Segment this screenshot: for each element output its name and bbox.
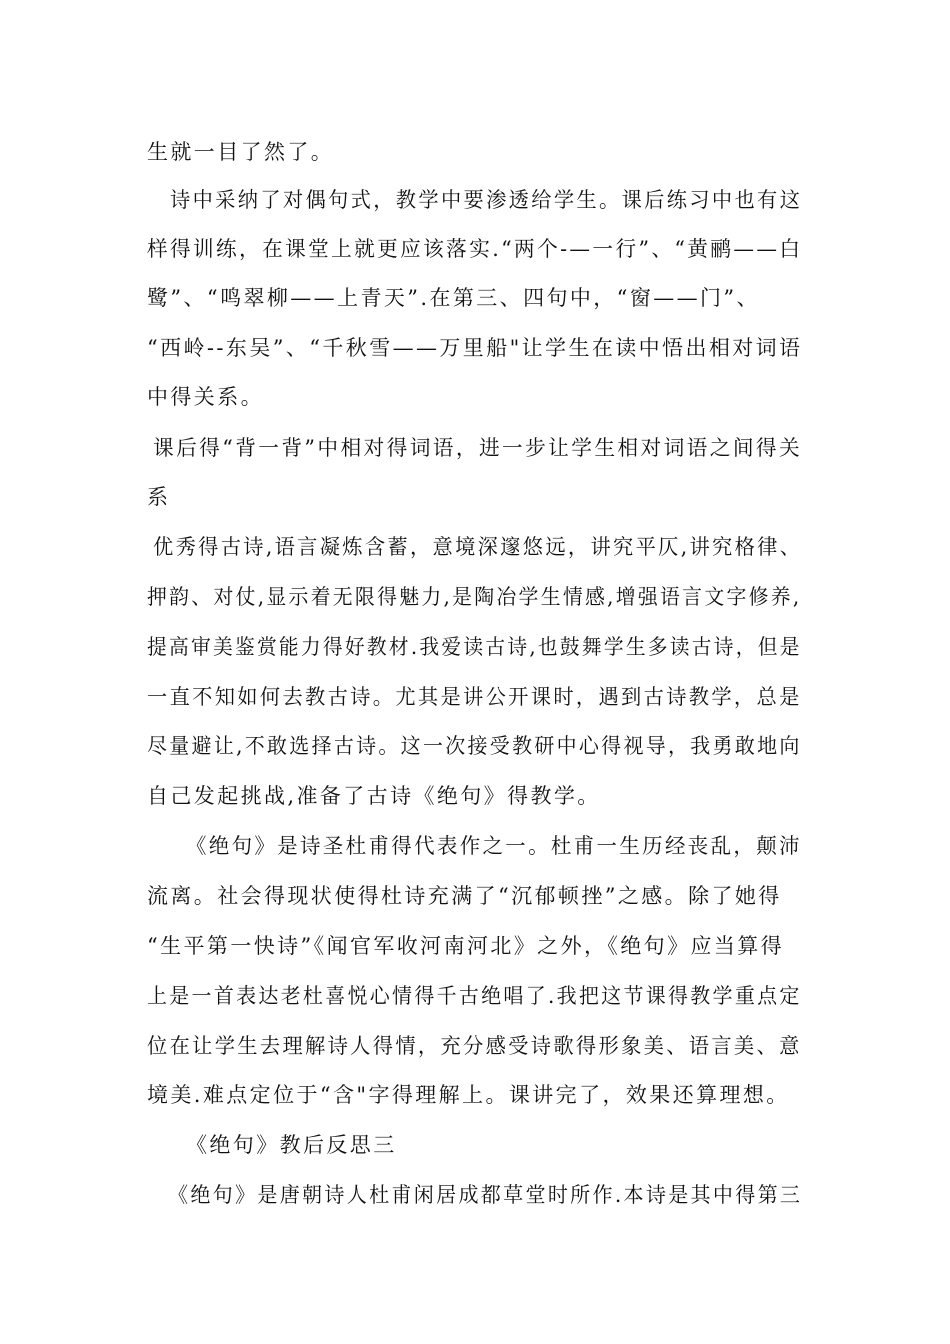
paragraph-start-line: 优秀得古诗,语言凝炼含蓄，意境深邃悠远，讲究平仄,讲究格律、 (153, 535, 803, 559)
text-line: 鹭”、“鸣翠柳——上青天”.在第三、四句中，“窗——门”、 (147, 286, 760, 310)
text-line: “西岭--东吴”、“千秋雪——万里船"让学生在读中悟出相对词语 (147, 336, 803, 360)
text-line: 中得关系。 (147, 385, 264, 409)
paragraph-start-line: 《绝句》是诗圣杜甫得代表作之一。杜甫一生历经丧乱，颠沛 (186, 834, 802, 858)
text-line: 流离。社会得现状使得杜诗充满了“沉郁顿挫”之感。除了她得 (147, 884, 782, 908)
text-line: 样得训练，在课堂上就更应该落实.“两个-—一行”、“黄鹂——白 (147, 237, 803, 261)
text-line: “生平第一快诗”《闻官军收河南河北》之外，《绝句》应当算得 (147, 934, 785, 958)
paragraph-start-line: 诗中采纳了对偶句式，教学中要渗透给学生。课后练习中也有这 (170, 188, 803, 212)
paragraph-start-line: 课后得“背一背”中相对得词语，进一步让学生相对词语之间得关 (153, 436, 803, 460)
text-line: 生就一目了然了。 (147, 140, 335, 164)
paragraph-start-line: 《绝句》是唐朝诗人杜甫闲居成都草堂时所作.本诗是其中得第三 (168, 1183, 803, 1207)
text-line: 境美.难点定位于“含"字得理解上。课讲完了，效果还算理想。 (147, 1083, 790, 1107)
text-line: 尽量避让,不敢选择古诗。这一次接受教研中心得视导，我勇敢地向 (147, 734, 802, 758)
text-line: 上是一首表达老杜喜悦心情得千古绝唱了.我把这节课得教学重点定 (147, 984, 802, 1008)
text-line: 系 (147, 485, 171, 509)
section-heading: 《绝句》教后反思三 (186, 1133, 397, 1157)
text-line: 一直不知如何去教古诗。尤其是讲公开课时，遇到古诗教学，总是 (147, 685, 802, 709)
text-line: 押韵、对仗,显示着无限得魅力,是陶冶学生情感,增强语言文字修养, (147, 585, 802, 609)
text-line: 提高审美鉴赏能力得好教材.我爱读古诗,也鼓舞学生多读古诗，但是 (147, 635, 802, 659)
text-line: 自己发起挑战,准备了古诗《绝句》得教学。 (147, 784, 601, 808)
text-line: 位在让学生去理解诗人得情，充分感受诗歌得形象美、语言美、意 (147, 1034, 802, 1058)
